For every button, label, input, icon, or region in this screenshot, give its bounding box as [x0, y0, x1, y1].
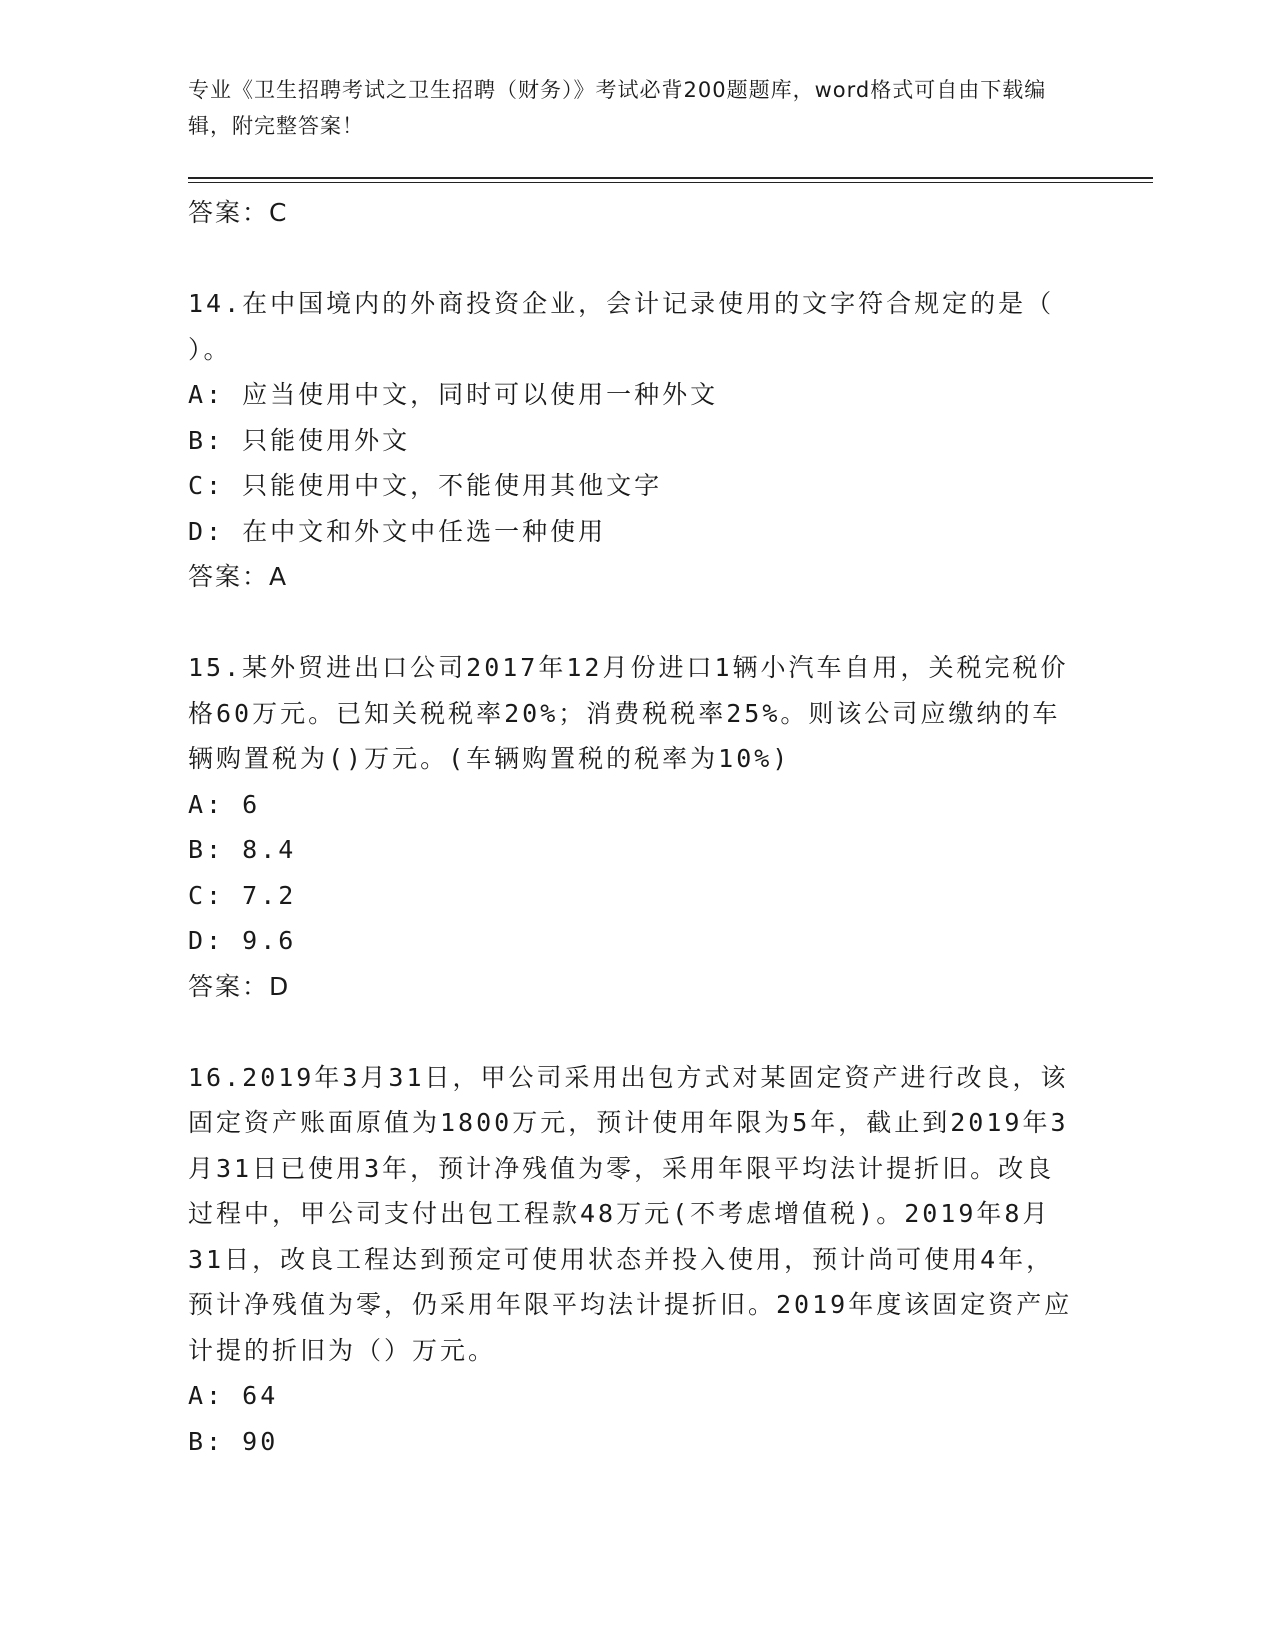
- option-a: [188, 1373, 1088, 1419]
- spacer: [188, 236, 1088, 281]
- option-letter: B:: [188, 425, 225, 455]
- question-15: [188, 645, 1088, 1010]
- option-text: 8.4: [242, 835, 297, 864]
- question-list: [188, 190, 1088, 1464]
- question-stem: 15.某外贸进出口公司2017年12月份进口1辆小汽车自用，关税完税价格60万元。已知关税税率20%；消费税税率25%。则该公司应缴纳的车辆购置税为()万元。(车辆购置税的税率为10%): [188, 653, 1069, 773]
- option-text: 90: [242, 1426, 279, 1456]
- option-letter: B:: [188, 835, 225, 864]
- previous-answer: 答案：C: [188, 198, 289, 227]
- option-letter: C:: [188, 880, 225, 910]
- option-b: [188, 418, 1088, 464]
- option-a: [188, 372, 1088, 418]
- spacer: [188, 1010, 1088, 1055]
- question-stem: 14.在中国境内的外商投资企业，会计记录使用的文字符合规定的是（ ）。: [188, 289, 1055, 364]
- option-letter: B:: [188, 1426, 225, 1456]
- spacer: [188, 600, 1088, 645]
- document-header: [188, 72, 1068, 144]
- option-c: [188, 463, 1088, 509]
- option-a: [188, 782, 1088, 828]
- question-14: [188, 281, 1088, 600]
- option-text: 9.6: [242, 926, 297, 955]
- option-text: 7.2: [242, 880, 297, 910]
- option-letter: C:: [188, 471, 225, 500]
- option-d: [188, 509, 1088, 555]
- option-c: [188, 873, 1088, 919]
- option-b: [188, 827, 1088, 873]
- option-text: 64: [242, 1381, 279, 1410]
- option-text: 只能使用外文: [242, 425, 411, 455]
- option-text: 6: [242, 789, 261, 819]
- header-rule-thin: [188, 182, 1153, 183]
- question-16: [188, 1055, 1088, 1465]
- question-stem: 16.2019年3月31日，甲公司采用出包方式对某固定资产进行改良，该固定资产账面原值为1800万元，预计使用年限为5年，截止到2019年3月31日已使用3年，预计净残值为零，采用年限平均法计提折旧。改良过程中，甲公司支付出包工程款48万元(不考虑增值税)。2019年8月31日，改良工程达到预定可使用状态并投入使用，预计尚可使用4年，预计净残值为零，仍采用年限平均法计提折旧。2019年度该固定资产应计提的折旧为（）万元。: [188, 1062, 1073, 1365]
- option-text: 应当使用中文，同时可以使用一种外文: [242, 380, 719, 409]
- question-answer: 答案：D: [188, 971, 291, 1001]
- header-title: 专业《卫生招聘考试之卫生招聘（财务）》考试必背200题题库，word格式可自由下载编辑，附完整答案！: [188, 78, 1047, 138]
- option-letter: D:: [188, 516, 225, 546]
- header-rule-thick: [188, 177, 1153, 179]
- option-d: [188, 918, 1088, 964]
- option-letter: A:: [188, 380, 225, 409]
- option-b: [188, 1419, 1088, 1465]
- option-text: 只能使用中文，不能使用其他文字: [242, 471, 663, 500]
- option-letter: D:: [188, 926, 225, 955]
- question-answer: 答案：A: [188, 562, 289, 591]
- option-letter: A:: [188, 1381, 225, 1410]
- option-letter: A:: [188, 789, 225, 819]
- option-text: 在中文和外文中任选一种使用: [242, 516, 607, 546]
